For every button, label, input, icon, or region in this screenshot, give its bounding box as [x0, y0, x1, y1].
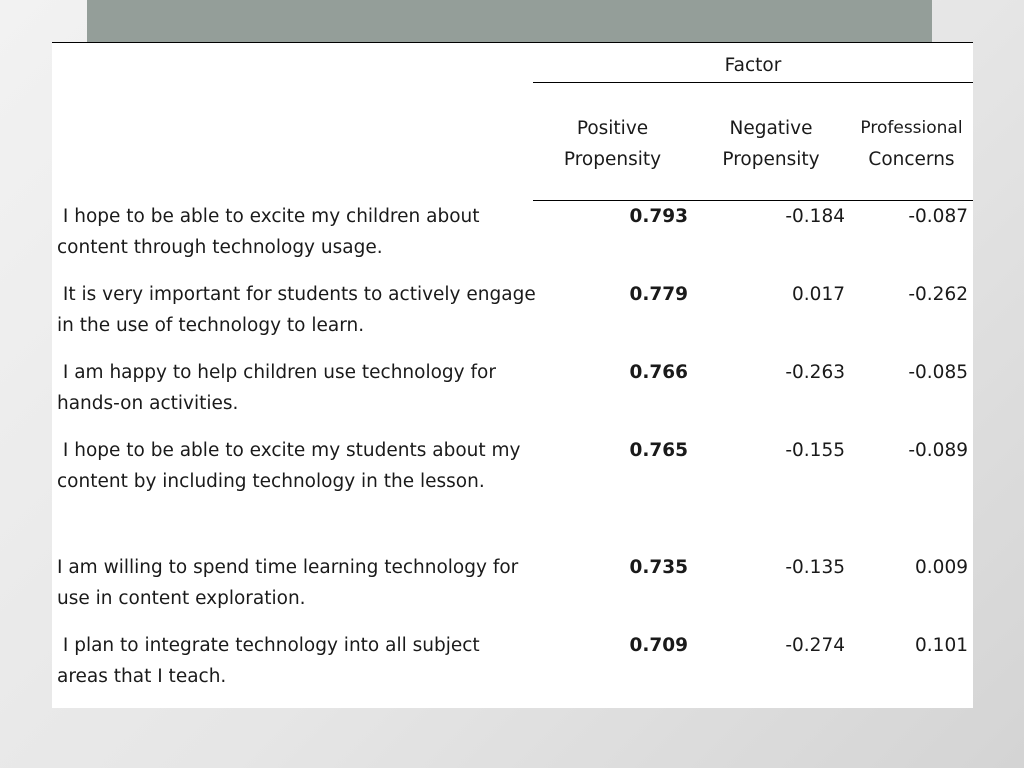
- column-header-positive-propensity: [533, 113, 692, 175]
- table-cell-negative: -0.135: [785, 557, 845, 578]
- table-cell-positive: 0.735: [629, 557, 688, 578]
- table-row-item-text: It is very important for students to actively engage in the use of technology to learn.: [57, 284, 536, 336]
- column-header-line: Positive: [576, 118, 649, 139]
- table-cell-positive: 0.779: [629, 284, 688, 305]
- table-top-rule: [52, 42, 973, 43]
- table-cell-negative: -0.184: [785, 206, 845, 227]
- table-cell-professional: -0.087: [908, 206, 968, 227]
- table-cell-negative: -0.155: [785, 440, 845, 461]
- table-cell-negative: 0.017: [792, 284, 845, 305]
- table-cell-positive: 0.709: [629, 635, 688, 656]
- table-cell-positive: 0.765: [629, 440, 688, 461]
- table-row-item-text: I hope to be able to excite my children about content through technology usage.: [57, 206, 480, 258]
- column-header-line: Negative: [729, 118, 813, 139]
- table-cell-negative: -0.274: [785, 635, 845, 656]
- column-header-line: Propensity: [722, 149, 820, 170]
- table-cell-negative: -0.263: [785, 362, 845, 383]
- table-cell-professional: -0.085: [908, 362, 968, 383]
- table-cell-professional: -0.089: [908, 440, 968, 461]
- table-row-item-text: I hope to be able to excite my students about my content by including technology in the lesson.: [57, 440, 521, 492]
- table-row-item-text: I am willing to spend time learning technology for use in content exploration.: [57, 557, 519, 609]
- table-cell-positive: 0.766: [629, 362, 688, 383]
- table-cell-professional: -0.262: [908, 284, 968, 305]
- table-row-item-text: I am happy to help children use technology for hands-on activities.: [57, 362, 496, 414]
- column-header-negative-propensity: [692, 113, 850, 175]
- table-cell-professional: 0.009: [915, 557, 968, 578]
- column-header-professional-concerns: [850, 113, 973, 175]
- column-header-line: Professional: [860, 118, 963, 138]
- factor-header-rule: [533, 82, 973, 83]
- table-cell-positive: 0.793: [629, 206, 688, 227]
- title-banner: [87, 0, 932, 42]
- table-row-item-text: I plan to integrate technology into all subject areas that I teach.: [57, 635, 480, 687]
- column-header-line: Concerns: [868, 149, 955, 170]
- column-header-line: Propensity: [563, 149, 662, 170]
- factor-group-header: Factor: [724, 55, 782, 76]
- table-cell-professional: 0.101: [915, 635, 968, 656]
